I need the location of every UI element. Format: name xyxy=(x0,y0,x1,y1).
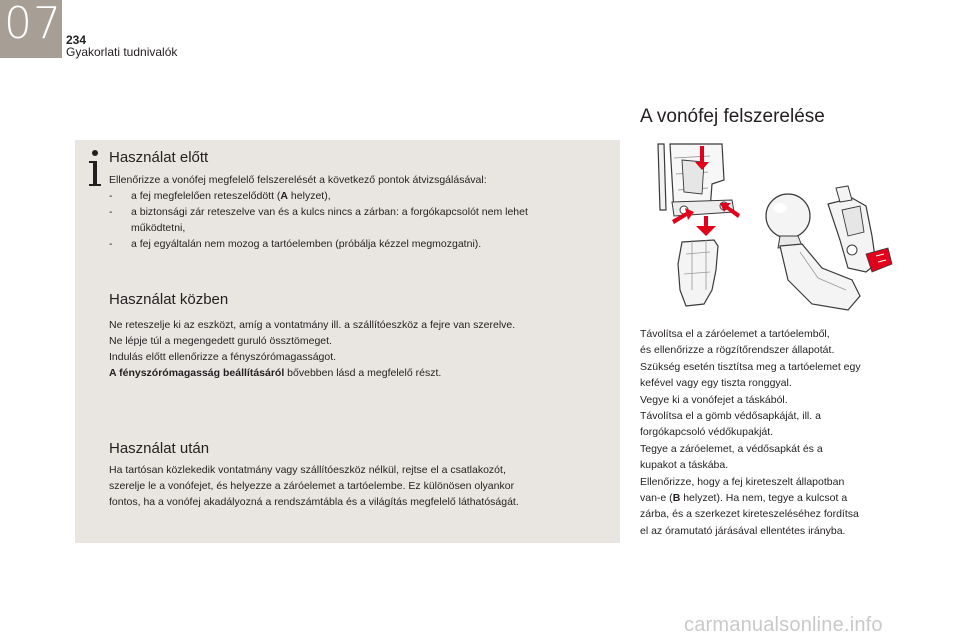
page-number: 234 xyxy=(66,33,87,47)
towbar-fitting-title: A vonófej felszerelése xyxy=(640,106,825,127)
chapter-tab xyxy=(0,0,62,58)
before-use-intro: Ellenőrizze a vonófej megfelelő felszerelését a következő pontok átvizsgálásával: xyxy=(109,174,487,186)
list-item: - a fej megfelelően reteszelődött (A helyzet), xyxy=(109,188,614,204)
after-use-heading: Használat után xyxy=(109,440,210,457)
after-use-text: Ha tartósan közlekedik vontatmány vagy szállítóeszköz nélkül, rejtse el a csatlakozót, szerelje le a vonófejet, és helyezze a záróelemet a tartóelembe. Ez különösen olyankor fontos, ha a vonófej akadályozná a rendszámtábla és a világítás megfelelő láthatóságát. xyxy=(109,464,519,508)
chapter-number: 07 xyxy=(4,0,62,49)
during-use-heading: Használat közben xyxy=(109,291,229,308)
info-box xyxy=(75,140,620,543)
towbar-illustration xyxy=(652,140,908,314)
before-use-heading: Használat előtt xyxy=(109,149,209,166)
list-item: - a biztonsági zár reteszelve van és a kulcs nincs a zárban: a forgókapcsolót nem lehet működtetni, xyxy=(109,204,614,236)
watermark: carmanualsonline.info xyxy=(684,614,883,636)
during-use-text: Ne reteszelje ki az eszközt, amíg a vontatmány ill. a szállítóeszköz a fejre van szerelve. Ne lépje túl a megengedett guruló össztömeget. Indulás előtt ellenőrizze a fényszórómagasságot. A fényszórómagasság beállításáról bővebben lásd a megfelelő részt. xyxy=(109,319,516,379)
before-use-checklist xyxy=(109,188,614,252)
info-icon xyxy=(89,150,101,188)
towbar-fitting-text: Távolítsa el a záróelemet a tartóelemből, és ellenőrizze a rögzítőrendszer állapotát. Szükség esetén tisztítsa meg a tartóelemet egy kefével vagy egy tiszta ronggyal. Vegye ki a vonófejet a táskából. Távolítsa el a gömb védősapkáját, ill. a forgókapcsoló védőkupakját. Tegye a záróelemet, a védősapkát és a kupakot a táskába. Ellenőrizze, hogy a fej kireteszelt állapotban van-e (B helyzet). Ha nem, tegye a kulcsot a zárba, és a szerkezet kireteszeléséhez fordítsa el az óramutató járásával ellentétes irányba. xyxy=(640,328,861,537)
list-item: - a fej egyáltalán nem mozog a tartóelemben (próbálja kézzel megmozgatni). xyxy=(109,236,614,252)
section-title: Gyakorlati tudnivalók xyxy=(66,45,178,59)
